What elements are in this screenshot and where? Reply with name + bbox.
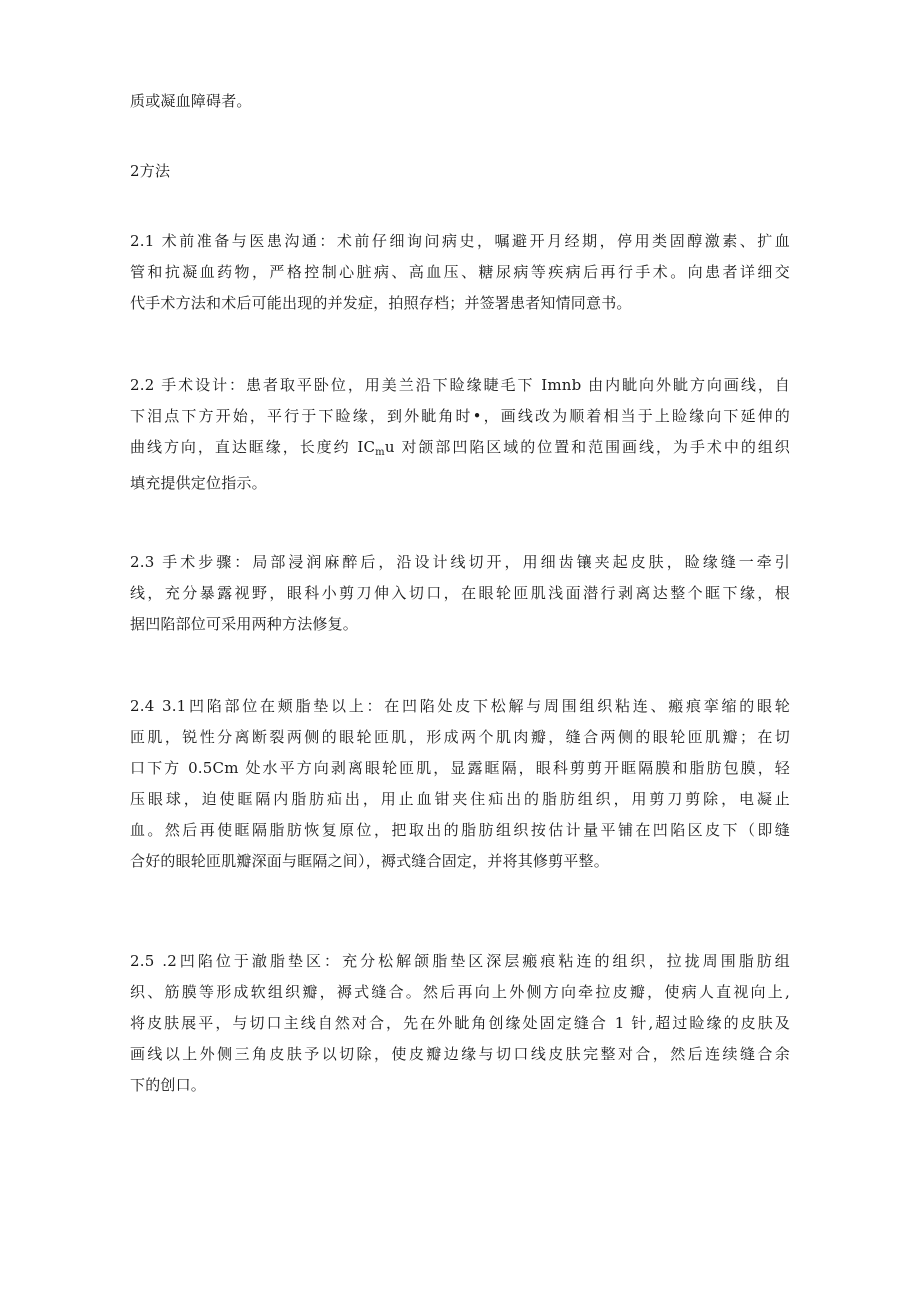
- text-line: 2.4 3.1凹陷部位在颊脂垫以上：在凹陷处皮下松解与周围组织粘连、瘢痕挛缩的眼轮: [130, 697, 790, 715]
- text-line: 线，充分暴露视野，眼科小剪刀伸入切口，在眼轮匝肌浅面潜行剥离达整个眶下缘，根: [130, 584, 790, 602]
- text-line: 匝肌，锐性分离断裂两侧的眼轮匝肌，形成两个肌肉瓣，缝合两侧的眼轮匝肌瓣；在切: [130, 728, 790, 746]
- text-line: 据凹陷部位可采用两种方法修复。: [130, 615, 359, 633]
- text-line: 2.2 手术设计：患者取平卧位，用美兰沿下睑缘睫毛下 Imnb 由内眦向外眦方向画线，自: [130, 376, 790, 394]
- paragraph-2-3: [130, 547, 790, 640]
- text-line: 血。然后再使眶隔脂肪恢复原位，把取出的脂肪组织按估计量平铺在凹陷区皮下（即缝: [130, 821, 790, 839]
- text-line: 画线以上外侧三角皮肤予以切除，使皮瓣边缘与切口线皮肤完整对合，然后连续缝合余: [130, 1045, 790, 1063]
- text-line: 将皮肤展平，与切口主线自然对合，先在外眦角创缘处固定缝合 1 针,超过睑缘的皮肤及: [130, 1014, 790, 1032]
- text-line: 合好的眼轮匝肌瓣深面与眶隔之间），褥式缝合固定，并将其修剪平整。: [130, 852, 609, 870]
- paragraph-2-2: [130, 370, 790, 499]
- text-fragment: u 对颌部凹陷区域的位置和范围画线，为手术中的组织: [384, 438, 790, 456]
- text-line: 质或凝血障碍者。: [130, 92, 252, 110]
- text-line: 口下方 0.5Cm 处水平方向剥离眼轮匝肌，显露眶隔，眼科剪剪开眶隔膜和脂肪包膜，轻: [130, 759, 790, 777]
- text-line: [130, 432, 790, 468]
- paragraph-2-1: [130, 226, 790, 319]
- text-line: 代手术方法和术后可能出现的并发症，拍照存档；并签署患者知情同意书。: [130, 294, 632, 312]
- text-line: 下泪点下方开始，平行于下睑缘，到外眦角时•，画线改为顺着相当于上睑缘向下延伸的: [130, 407, 790, 425]
- text-line: 压眼球，迫使眶隔内脂肪疝出，用止血钳夹住疝出的脂肪组织，用剪刀剪除，电凝止: [130, 790, 790, 808]
- heading-text: 2方法: [130, 162, 171, 180]
- text-line: 填充提供定位指示。: [130, 474, 267, 492]
- text-line: 2.5 .2凹陷位于澈脂垫区：充分松解颌脂垫区深层瘢痕粘连的组织，拉拢周围脂肪组: [130, 952, 790, 970]
- section-heading-methods: [130, 156, 790, 187]
- paragraph-intro-tail: [130, 86, 790, 117]
- text-line: 2.1 术前准备与医患沟通：术前仔细询问病史，嘱避开月经期，停用类固醇激素、扩血: [130, 232, 790, 250]
- text-line: 下的创口。: [130, 1076, 207, 1094]
- paragraph-2-4: [130, 691, 790, 877]
- subscript-text: m: [375, 447, 385, 458]
- paragraph-2-5: [130, 946, 790, 1101]
- text-fragment: 曲线方向，直达眶缘，长度约 IC: [130, 438, 376, 456]
- text-line: 管和抗凝血药物，严格控制心脏病、高血压、糖尿病等疾病后再行手术。向患者详细交: [130, 263, 790, 281]
- text-line: 织、筋膜等形成软组织瓣，褥式缝合。然后再向上外侧方向牵拉皮瓣，使病人直视向上,: [130, 983, 790, 1001]
- text-line: 2.3 手术步骤：局部浸润麻醉后，沿设计线切开，用细齿镶夹起皮肤，睑缘缝一牵引: [130, 553, 790, 571]
